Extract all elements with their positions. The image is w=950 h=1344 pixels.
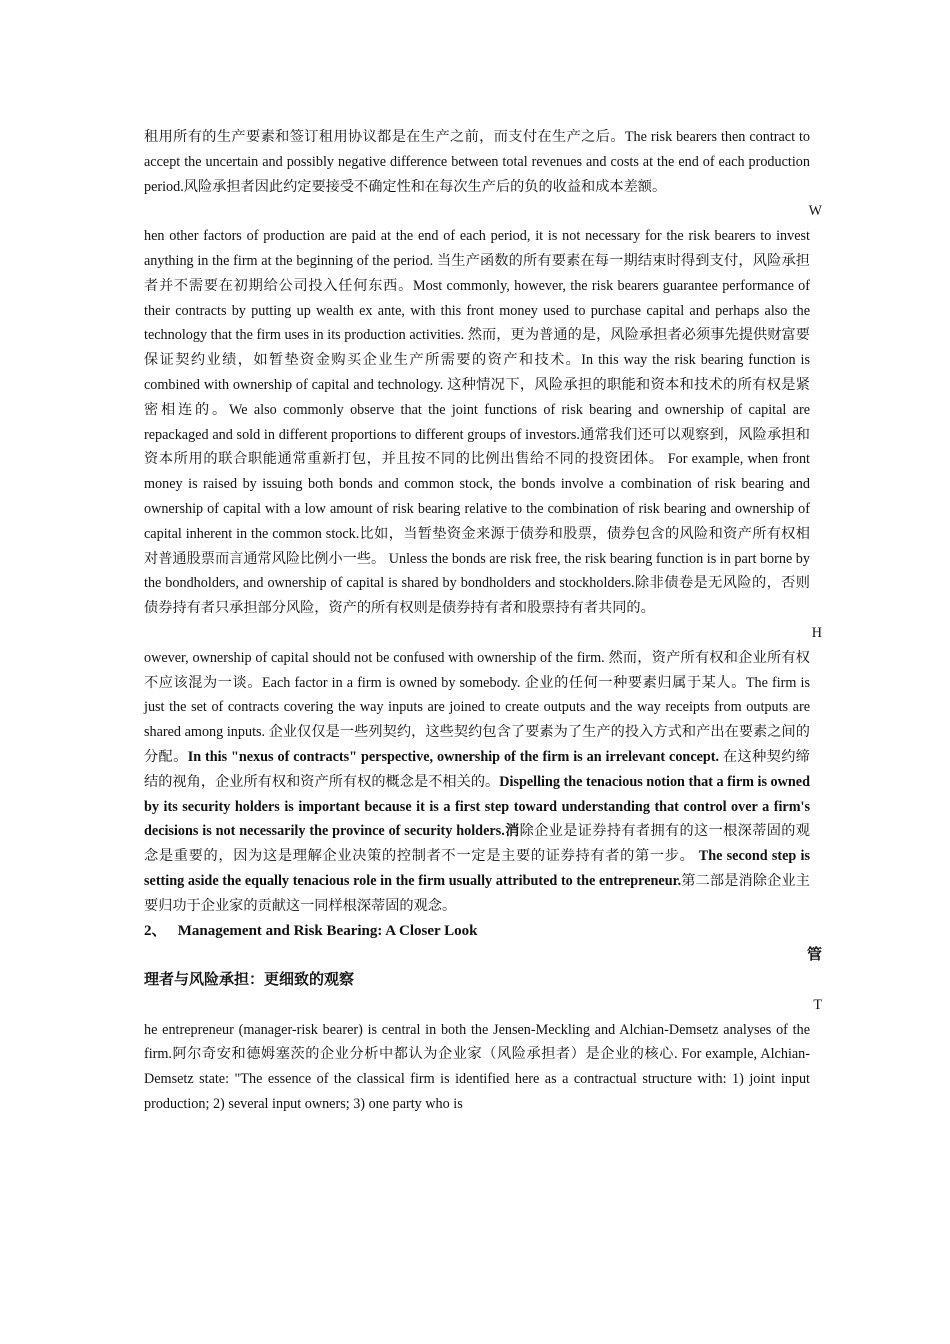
paragraph-1: 租用所有的生产要素和签订租用协议都是在生产之前，而支付在生产之后。The risk bearers then contract to accept the uncertain and possibly negative difference between total revenues and costs at the end of each production period.风险承担者因此约定要接受不确定性和在每次生产后的负的收益和成本差额。 xyxy=(144,129,810,195)
paragraph-3-text-g: 第二部是消除企业主要归功于企业家的贡献这一同样根深蒂固的观念。 xyxy=(144,872,810,914)
paragraph-2: hen other factors of production are paid at the end of each period, it is not necessary for the risk bearers to invest anything in the firm at the beginning of the period. 当生产函数的所有要素在每一期结束时得到支付，风险承担者并不需要在初期给公司投入任何东西。Most commonly, however, the risk bearers guarantee performance of their contracts by putting up wealth ex ante, with this front money used to purchase capital and perhaps also the technology that the firm uses in its production activities. 然而，更为普通的是，风险承担者必须事先提供财富要保证契约业绩，如暂垫资金购买企业生产所需要的资产和技术。In this way the risk bearing function is combined with ownership of capital and technology. 这种情况下，风险承担的职能和资本和技术的所有权是紧密相连的。We also commonly observe that the joint functions of risk bearing and ownership of capital are repackaged and sold in different proportions to different groups of investors.通常我们还可以观察到，风险承担和资本所用的联合职能通常重新打包，并且按不同的比例出售给不同的投资团体。 For example, when front money is raised by issuing both bonds and common stock, the bonds involve a combination of risk bearing and ownership of capital with a low amount of risk bearing relative to the combination of risk bearing and ownership of capital inherent in the common stock.比如，当暂垫资金来源于债券和股票，债券包含的风险和资产所有权相对普通股票而言通常风险比例小一些。 Unless the bonds are risk free, the risk bearing function is in part borne by the bondholders, and ownership of capital is shared by bondholders and stockholders.除非债卷是无风险的，否则债券持有者只承担部分风险，资产的所有权则是债券持有者和股票持有者共同的。 xyxy=(144,228,810,617)
section-title: Management and Risk Bearing: A Closer Look xyxy=(177,922,478,939)
paragraph-3-text-a: owever, ownership of capital should not be confused with ownership of the firm. 然而，资产所有权和企业所有权不应该混为一谈。Each factor in a firm is owned by somebody. 企业的任何一种要素归属于某人。The firm is just the set of contracts covering the way inputs are joined to create outputs and the way receipts from outputs are shared among inputs. 企业仅仅是一些列契约，这些契约包含了要素为了生产的投入方式和产出在要素之间的分配。 xyxy=(144,649,810,765)
document-body xyxy=(144,125,822,1117)
paragraph-4: he entrepreneur (manager-risk bearer) is central in both the Jensen-Meckling and Alchian-Demsetz analyses of the firm.阿尔奇安和德姆塞茨的企业分析中都认为企业家（风险承担者）是企业的核心. For example, Alchian-Demsetz state: "The essence of the classical firm is identified here as a contractual structure with: 1) joint input production; 2) several input owners; 3) one party who is xyxy=(144,1021,810,1113)
section-number: 2、 xyxy=(144,922,167,939)
section-heading xyxy=(144,919,810,944)
section-heading-cn: 理者与风险承担：更细致的观察 xyxy=(144,972,355,989)
paragraph-3-text-e: 除企业是证券持有者拥有的这一根深蒂固的观念是重要的，因为这是理解企业决策的控制者不一定是主要的证券持有者的第一步。 xyxy=(144,823,810,865)
paragraph-3 xyxy=(144,646,810,919)
paragraph-3-text-c: 在这种契约缔结的视角，企业所有权和资产所有权的概念是不相关的。 xyxy=(144,748,810,790)
section-heading-cn-initial: 管 xyxy=(806,947,822,964)
paragraph-3-bold-d: Dispelling the tenacious notion that a firm is owned by its security holders is important because it is a first step toward understanding that control over a firm's decisions is not necessarily the province of security holders.消 xyxy=(144,773,810,840)
paragraph-3-bold-f: The second step is setting aside the equally tenacious role in the firm usually attributed to the entrepreneur. xyxy=(144,848,810,889)
paragraph-2-initial: W xyxy=(808,203,822,220)
paragraph-3-bold-b: In this "nexus of contracts" perspective, ownership of the firm is an irrelevant concept. xyxy=(187,748,720,765)
paragraph-4-initial: T xyxy=(813,996,822,1013)
paragraph-3-initial: H xyxy=(811,624,822,641)
